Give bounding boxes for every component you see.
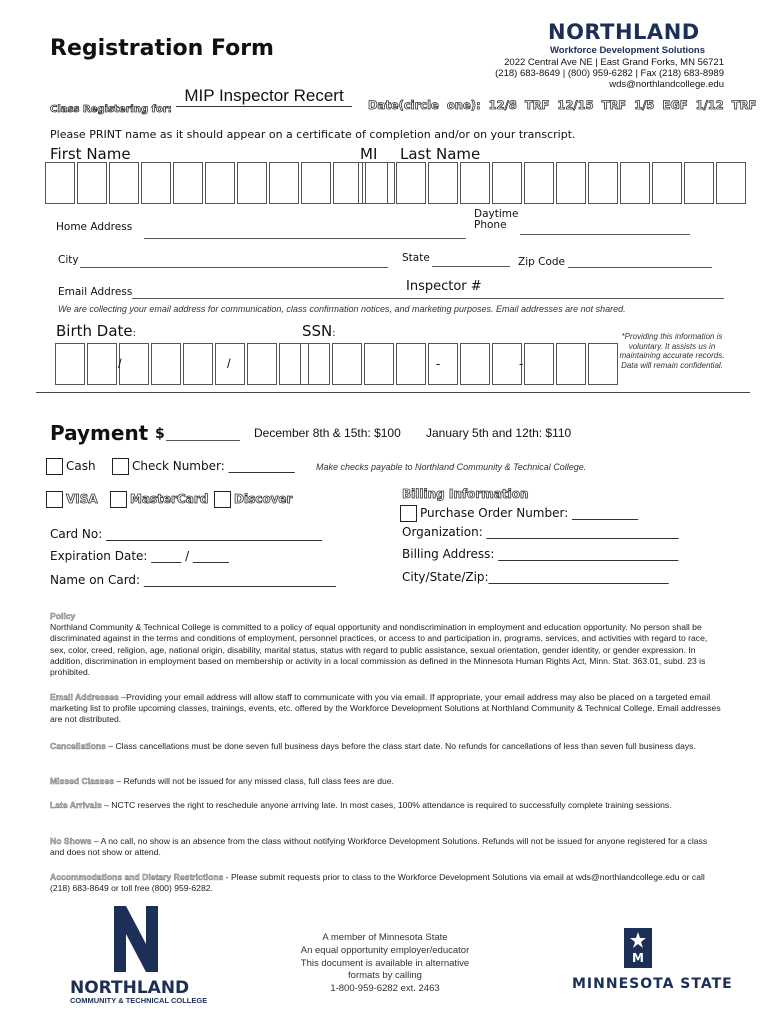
billing-address-field[interactable]: Billing Address: ______________________________	[402, 547, 679, 561]
class-label: Class Registering for:	[50, 104, 172, 115]
visa-label: VISA	[66, 492, 98, 506]
zip-label: Zip Code	[518, 256, 565, 268]
date-option[interactable]: 1/12 TRF	[695, 98, 757, 112]
date-option[interactable]: 1/5 EGF	[634, 98, 688, 112]
price-december: December 8th & 15th: $100	[254, 426, 401, 440]
first-name-boxes[interactable]	[45, 162, 397, 204]
expiration-field[interactable]: Expiration Date: _____ / ______	[50, 549, 229, 563]
ssn-colon: :	[332, 328, 336, 339]
check-option[interactable]	[112, 458, 295, 475]
policy-text: - Please submit requests prior to class to the Workforce Development Solutions via email at wds@northlandcollege.edu or call (218) 683-8649 or toll free (800) 959-6282.	[50, 872, 705, 894]
last-name-label: Last Name	[400, 145, 481, 163]
mastercard-label: MasterCard	[130, 492, 209, 506]
footer-northland-logo: NORTHLAND	[70, 978, 190, 998]
first-name-label: First Name	[50, 145, 131, 163]
birth-sep: /	[118, 356, 122, 371]
discover-checkbox[interactable]	[214, 491, 231, 508]
visa-checkbox[interactable]	[46, 491, 63, 508]
email-line: wds@northlandcollege.edu	[609, 79, 724, 90]
phone-label: Phone	[474, 219, 507, 231]
minnesota-state-star-icon	[624, 928, 652, 968]
mastercard-checkbox[interactable]	[110, 491, 127, 508]
date-label: Date(circle one):	[368, 98, 481, 112]
policy-section	[50, 611, 722, 678]
check-label: Check Number: ___________	[132, 459, 295, 473]
cash-option[interactable]	[46, 458, 96, 475]
check-checkbox[interactable]	[112, 458, 129, 475]
phone-line: (218) 683-8649 | (800) 959-6282 | Fax (218) 683-8989	[495, 68, 724, 79]
cash-checkbox[interactable]	[46, 458, 63, 475]
inspector-label: Inspector #	[406, 279, 482, 294]
policy-heading: Missed Classes	[50, 776, 115, 786]
member-line: This document is available in alternative	[300, 957, 470, 969]
date-option[interactable]: 12/8 TRF	[488, 98, 550, 112]
northland-logo: NORTHLAND	[548, 20, 700, 44]
birth-date-boxes[interactable]	[55, 343, 311, 385]
policy-heading: Policy	[50, 611, 76, 621]
organization-field[interactable]: Organization: ________________________________	[402, 525, 679, 539]
discover-label: Discover	[234, 492, 293, 506]
ssn-text: SSN	[302, 322, 333, 340]
home-address-field[interactable]	[144, 238, 466, 239]
last-name-boxes[interactable]	[396, 162, 748, 204]
email-label: Email Address	[58, 286, 133, 298]
minnesota-state-logo: MINNESOTA STATE	[572, 976, 733, 992]
payment-label: Payment	[50, 421, 149, 445]
class-field[interactable]: MIP Inspector Recert	[176, 86, 352, 107]
member-statement	[300, 932, 470, 996]
state-field[interactable]	[432, 266, 510, 267]
cash-label: Cash	[66, 459, 96, 473]
policy-text: –Providing your email address will allow staff to communicate with you via email. If appropriate, your email address may also be placed on a targeted email marketing list to profile upcoming classes, trainings, events, etc. offered by the Workforce Development Solutions at Northland Community & Technical College. Email addresses are not distributed.	[50, 692, 721, 725]
policy-text: Northland Community & Technical College is committed to a policy of equal opportunity and nondiscrimination in employment and education opportunity. No person shall be discriminated against in the terms and conditions of employment, personnel practices, or access to and participation in, programs, services, and activities with regard to race, sex, color, creed, religion, age, national origin, disability, marital status, status with regard to public assistance, sexual orientation, gender identity, or gender expression. In addition, discrimination in employment based on membership or activity in a local commission as defined in the Minnesota Human Rights Act, Minn. Stat. 363.01, subd. 23 is prohibited.	[50, 622, 708, 678]
accommodations-policy	[50, 872, 722, 894]
policy-heading: Email Addresses	[50, 692, 119, 702]
date-options	[368, 98, 756, 112]
ssn-sep: -	[519, 356, 524, 371]
daytime-phone-label	[474, 209, 518, 231]
mastercard-option[interactable]	[110, 491, 208, 508]
po-checkbox[interactable]	[400, 505, 417, 522]
late-arrivals-policy	[50, 800, 722, 811]
page-title: Registration Form	[50, 36, 274, 61]
member-line: 1-800-959-6282 ext. 2463	[330, 983, 440, 995]
svg-text:M: M	[632, 951, 644, 965]
email-field[interactable]	[132, 298, 724, 299]
date-option[interactable]: 12/15 TRF	[557, 98, 627, 112]
daytime-label: Daytime	[474, 208, 519, 220]
phone-field[interactable]	[520, 234, 690, 235]
billing-header: Billing Information	[402, 487, 529, 501]
po-option[interactable]	[400, 505, 638, 522]
policy-heading: Late Arrivals	[50, 800, 102, 810]
mi-label: MI	[360, 145, 378, 163]
city-field[interactable]	[80, 267, 388, 268]
check-note: Make checks payable to Northland Community & Technical College.	[316, 462, 587, 472]
ssn-sep: -	[436, 356, 441, 371]
po-label: Purchase Order Number: ___________	[420, 506, 639, 520]
name-on-card-field[interactable]: Name on Card: ________________________________	[50, 573, 336, 587]
ssn-boxes[interactable]	[300, 343, 620, 385]
ssn-label	[302, 322, 336, 340]
cancellations-policy	[50, 741, 722, 752]
amount-field[interactable]	[166, 440, 240, 441]
price-january: January 5th and 12th: $110	[426, 426, 572, 440]
contact-address	[495, 57, 724, 90]
zip-field[interactable]	[568, 267, 712, 268]
print-note: Please PRINT name as it should appear on a certificate of completion and/or on your transcript.	[50, 128, 576, 141]
state-label: State	[402, 252, 430, 264]
member-line: formats by calling	[348, 970, 422, 982]
policy-text: – NCTC reserves the right to reschedule anyone arriving late. In most cases, 100% attendance is required to successfully complete training sessions.	[101, 800, 672, 810]
policy-heading: Cancellations	[50, 741, 106, 751]
member-line: A member of Minnesota State	[322, 932, 448, 943]
birth-date-text: Birth Date	[56, 322, 133, 340]
card-number-field[interactable]: Card No: ____________________________________	[50, 527, 323, 541]
policy-text: – Refunds will not be issued for any missed class, full class fees are due.	[114, 776, 394, 786]
policy-heading: Accommodations and Dietary Restrictions	[50, 872, 224, 882]
birth-date-label	[56, 322, 136, 340]
missed-classes-policy	[50, 776, 722, 787]
policy-text: – Class cancellations must be done seven full business days before the class start date. No refunds for cancellations of less than seven full business days.	[105, 741, 696, 751]
footer-college-name: COMMUNITY & TECHNICAL COLLEGE	[70, 996, 208, 1005]
discover-option[interactable]	[214, 491, 292, 508]
mi-box[interactable]	[358, 162, 390, 204]
no-shows-policy	[50, 836, 722, 858]
policy-heading: No Shows	[50, 836, 92, 846]
city-label: City	[58, 254, 79, 266]
policy-text: – A no call, no show is an absence from the class without notifying Workforce Development Solutions. Refunds will not be issued for anyone registered for a class and does not show or attend.	[50, 836, 708, 858]
northland-n-logo-icon	[114, 906, 158, 972]
email-policy	[50, 692, 722, 726]
email-note: We are collecting your email address for communication, class confirmation notices, and marketing purposes. Email addresses are not shared.	[58, 304, 626, 314]
section-divider	[36, 392, 750, 393]
birth-sep: /	[227, 356, 231, 371]
home-address-label: Home Address	[56, 221, 133, 233]
birth-colon: :	[132, 328, 137, 339]
visa-option[interactable]	[46, 491, 98, 508]
city-state-zip-field[interactable]: City/State/Zip:______________________________	[402, 570, 669, 584]
member-line: An equal opportunity employer/educator	[300, 944, 470, 956]
address-line: 2022 Central Ave NE | East Grand Forks, MN 56721	[504, 57, 724, 68]
amount-prefix: $	[155, 426, 165, 442]
logo-tagline: Workforce Development Solutions	[550, 45, 706, 56]
privacy-note: *Providing this information is voluntary. It assists us in maintaining accurate records. Data will remain confidential.	[619, 332, 725, 370]
